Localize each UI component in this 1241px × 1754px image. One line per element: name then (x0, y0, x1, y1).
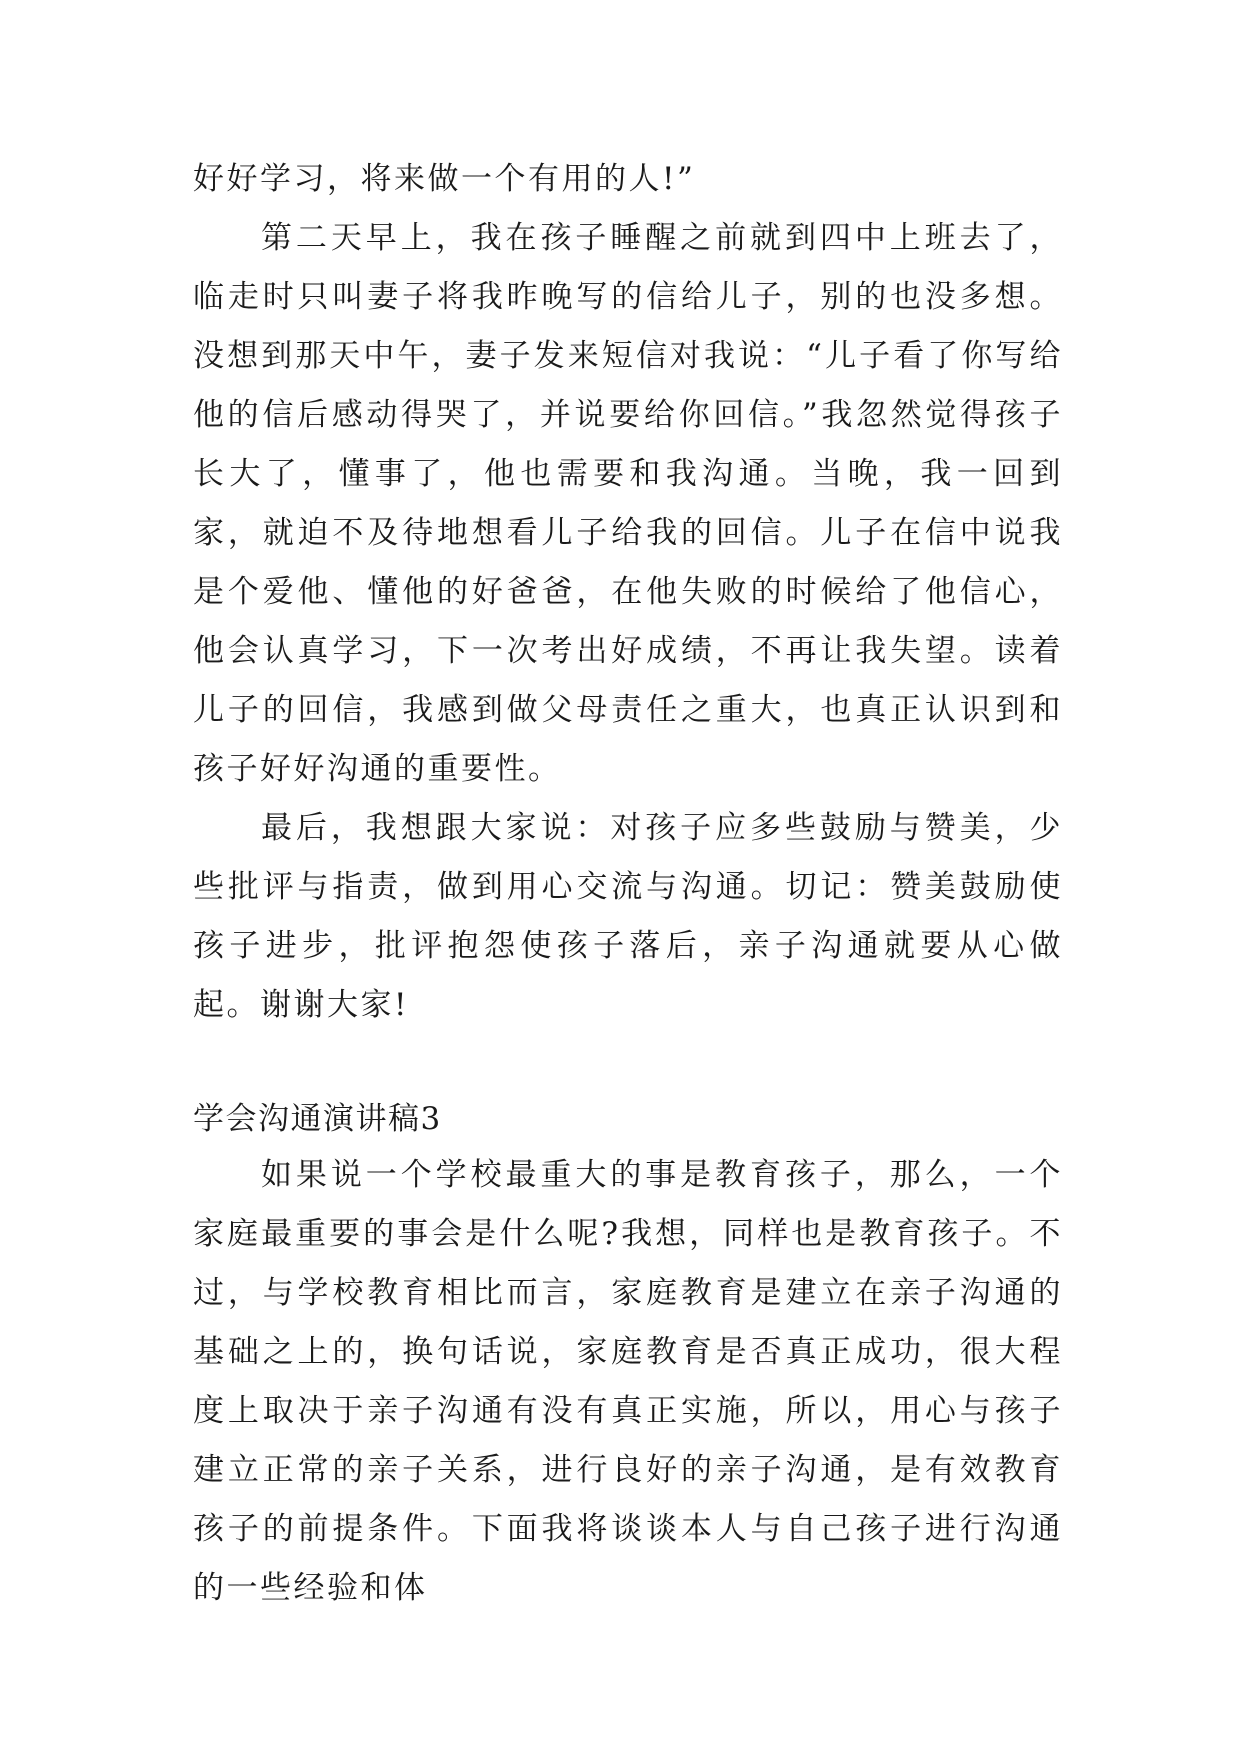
section-heading: 学会沟通演讲稿3 (193, 1101, 442, 1137)
paragraph: 最后，我想跟大家说：对孩子应多些鼓励与赞美，少些批评与指责，做到用心交流与沟通。切记：赞美鼓励使孩子进步，批评抱怨使孩子落后，亲子沟通就要从心做起。谢谢大家! (193, 810, 1063, 1023)
paragraph: 第二天早上，我在孩子睡醒之前就到四中上班去了，临走时只叫妻子将我昨晚写的信给儿子，别的也没多想。没想到那天中午，妻子发来短信对我说：“儿子看了你写给他的信后感动得哭了，并说要给你回信。”我忽然觉得孩子长大了，懂事了，他也需要和我沟通。当晚，我一回到家，就迫不及待地想看儿子给我的回信。儿子在信中说我是个爱他、懂他的好爸爸，在他失败的时候给了他信心，他会认真学习，下一次考出好成绩，不再让我失望。读着儿子的回信，我感到做父母责任之重大，也真正认识到和孩子好好沟通的重要性。 (193, 220, 1063, 787)
body-text-part1 (193, 150, 1063, 1035)
paragraph: 如果说一个学校最重大的事是教育孩子，那么，一个家庭最重要的事会是什么呢?我想，同样也是教育孩子。不过，与学校教育相比而言，家庭教育是建立在亲子沟通的基础之上的，换句话说，家庭教育是否真正成功，很大程度上取决于亲子沟通有没有真正实施，所以，用心与孩子建立正常的亲子关系，进行良好的亲子沟通，是有效教育孩子的前提条件。下面我将谈谈本人与自己孩子进行沟通的一些经验和体 (193, 1157, 1063, 1606)
body-text-part2 (193, 1146, 1063, 1618)
continuation-line: 好好学习，将来做一个有用的人!” (193, 161, 696, 197)
